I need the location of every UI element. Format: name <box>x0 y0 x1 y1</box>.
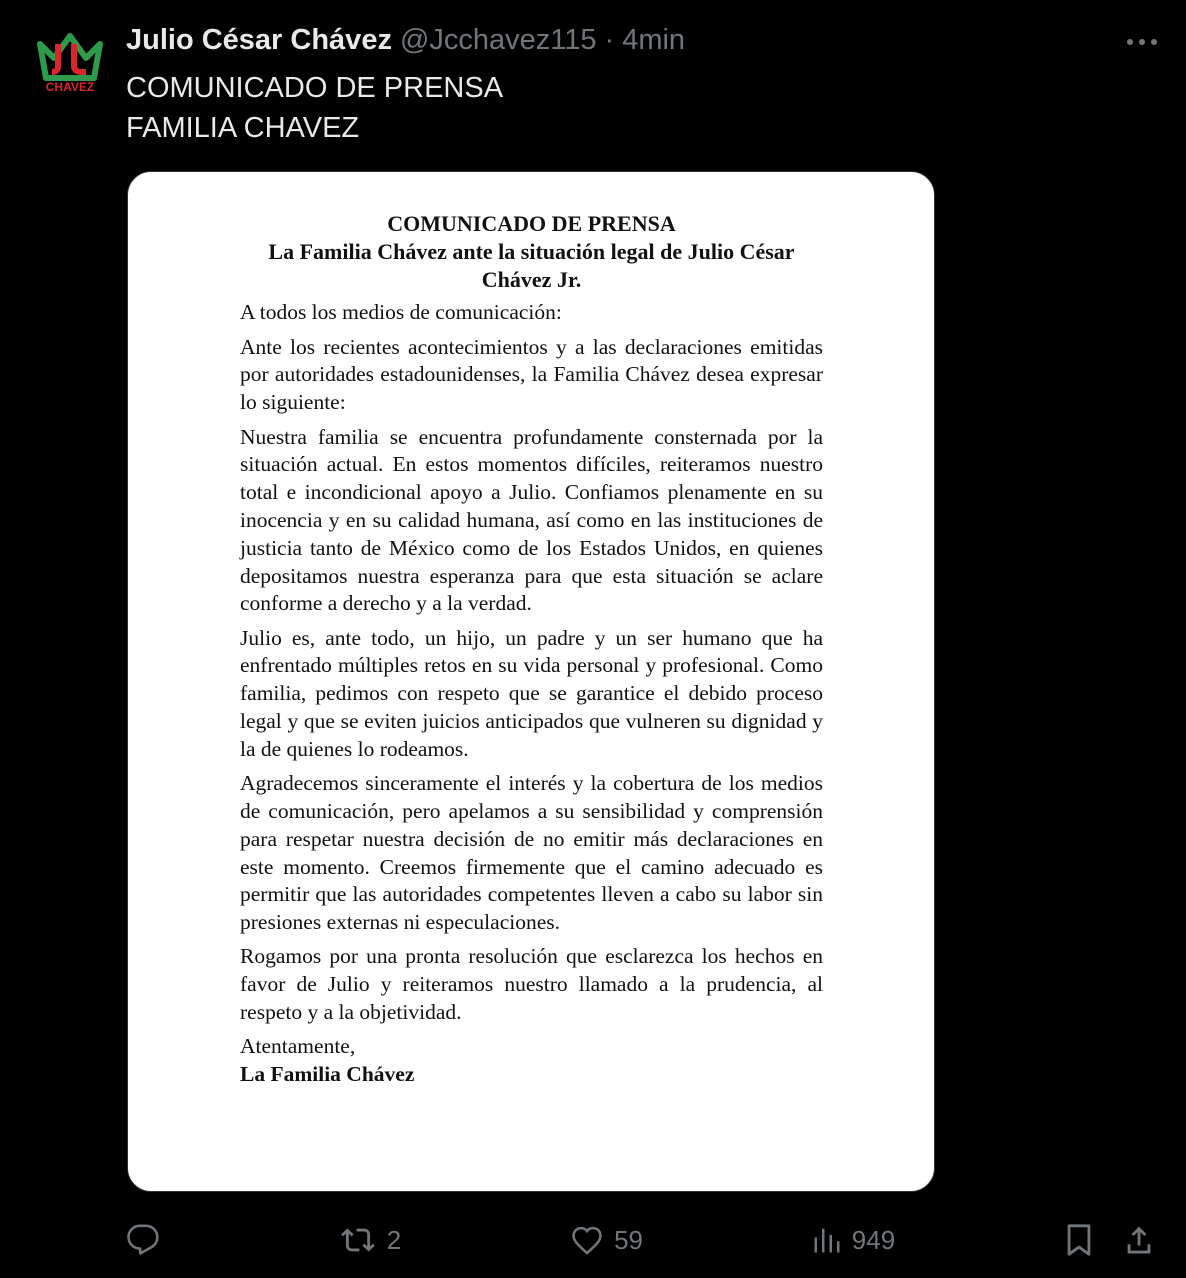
document-salutation: A todos los medios de comunicación: <box>240 300 562 325</box>
separator: · <box>604 24 615 56</box>
bookmark-icon <box>1064 1223 1094 1257</box>
like-count: 59 <box>614 1224 643 1255</box>
svg-text:CHAVEZ: CHAVEZ <box>45 80 95 94</box>
share-icon <box>1122 1223 1156 1257</box>
tweet-header <box>126 24 1156 64</box>
document-paragraph: Nuestra familia se encuentra profundamente consternada por la situación actual. En estos momentos difíciles, reiteramos nuestro total e incondicional apoyo a Julio. Confiamos plenamente en su inocencia y en su calidad humana, así como en las instituciones de justicia tanto de México como de los Estados Unidos, en quienes depositamos nuestra esperanza para que esta situación se aclare conforme a derecho y a la verdad. <box>240 424 823 616</box>
document-paragraph: Rogamos por una pronta resolución que esclarezca los hechos en favor de Julio y reiteramos nuestro llamado a la prudencia, al respeto y a la objetividad. <box>240 944 823 1025</box>
reply-icon <box>126 1223 160 1257</box>
action-bar <box>126 1212 1156 1268</box>
chavez-logo <box>30 22 110 102</box>
views-button[interactable] <box>812 1225 895 1256</box>
press-release-document <box>240 210 823 1089</box>
like-button[interactable] <box>570 1223 643 1257</box>
heart-icon <box>570 1223 604 1257</box>
document-subtitle: La Familia Chávez ante la situación legal de Julio César Chávez Jr. <box>268 238 795 292</box>
reply-button[interactable] <box>126 1223 170 1257</box>
author-name[interactable]: Julio César Chávez <box>126 24 392 56</box>
document-paragraph: Agradecemos sinceramente el interés y la cobertura de los medios de comunicación, pero apelamos a su sensibilidad y comprensión para respetar nuestra decisión de no emitir más declaraciones en este momento. Creemos firmemente que el camino adecuado es permitir que las autoridades competentes lleven a cabo su labor sin presiones externas ni especulaciones. <box>240 771 823 935</box>
secondary-actions <box>1064 1223 1156 1257</box>
document-paragraph: Ante los recientes acontecimientos y a las declaraciones emitidas por autoridades estadounidenses, la Familia Chávez desea expresar lo siguiente: <box>240 334 823 415</box>
document-title: COMUNICADO DE PRENSA <box>387 211 676 236</box>
share-button[interactable] <box>1122 1223 1156 1257</box>
author-handle[interactable]: @Jcchavez115 <box>399 24 597 56</box>
attached-image[interactable] <box>127 171 935 1192</box>
document-signature: La Familia Chávez <box>240 1062 415 1087</box>
tweet-text <box>126 68 503 148</box>
document-closing: Atentamente, <box>240 1034 356 1059</box>
tweet-line: FAMILIA CHAVEZ <box>126 112 360 144</box>
timestamp[interactable]: 4min <box>622 24 686 56</box>
tweet-line: COMUNICADO DE PRENSA <box>126 72 504 104</box>
more-button[interactable] <box>1120 20 1164 64</box>
views-count: 949 <box>851 1224 896 1255</box>
repost-button[interactable] <box>339 1223 401 1257</box>
views-icon <box>812 1225 842 1255</box>
bookmark-button[interactable] <box>1064 1223 1094 1257</box>
avatar[interactable] <box>30 22 110 102</box>
more-icon <box>1126 38 1158 46</box>
repost-count: 2 <box>386 1224 402 1255</box>
repost-icon <box>339 1223 377 1257</box>
document-paragraph: Julio es, ante todo, un hijo, un padre y un ser humano que ha enfrentado múltiples retos en su vida personal y profesional. Como familia, pedimos con respeto que se garantice el debido proceso legal y que se eviten juicios anticipados que vulneren su dignidad y la de quienes lo rodeamos. <box>240 625 823 761</box>
